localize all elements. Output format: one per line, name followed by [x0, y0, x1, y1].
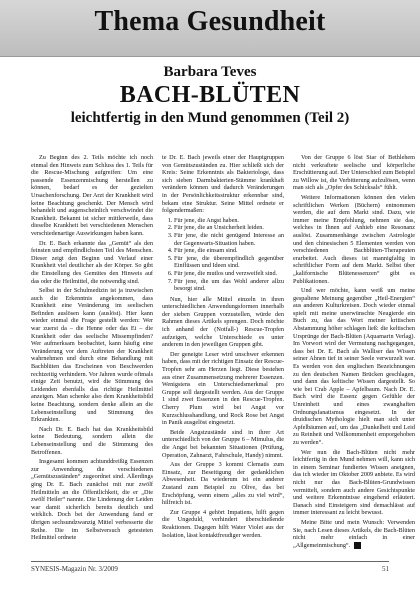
paragraph-final-text: Meine Bitte und mein Wunsch: Verwenden Sie, nach Lesen dieses Artikels, die Bach-Blüten nicht mehr einfach in einer „Allgemeinmischung“. — [293, 518, 415, 549]
header-bar — [0, 0, 420, 57]
paragraph: Selbst in der Schulmedizin ist ja inzwischen auch die Erkenntnis angekommen, dass Krankheit eine Veränderung im seelischen Befinden auslösen kann (auslöst). Hier kann wieder einmal die Frage gestellt werden: Wer war zuerst da – die Henne oder das Ei – die Krankheit oder das seelische Missempfinden? Wer aufmerksam beobachtet, kann häufig eine Veränderung vor dem Auftreten der Krankheit wahrnehmen und durch eine Behandlung mit Bachblüten das Erscheinen von Beschwerden rechtzeitig verhindern. Vor Jahren wurde oftmals einige Zeit benutzt, wird die Stimmung des Leidenden ebenfalls das richtige Heilmittel anzeigen. Man schenke also dem Krankheitsbild keine Beachtung, sondern denke allein an die Lebenseinstellung und Stimmung des Erkrankten. — [31, 287, 153, 424]
paragraph: Dr. E. Bach erkannte das „Gemüt“ als den feinsten und empfindlichsten Teil des Menschen. Dieser zeigt den Beginn und Verlauf einer Krankheit viel deutlicher als der Körper. So gibt die Einstellung des Gemütes den Hinweis auf das oder die Heilmittel, die notwendig sind. — [31, 239, 153, 285]
article-title: BACH-BLÜTEN — [119, 82, 301, 108]
paragraph-final — [293, 519, 415, 549]
list-item: 2. Für jene, die an Unsicherheit leiden. — [174, 224, 284, 232]
paragraph: Weitere Informationen können den vielen schriftlichen Werken (Büchern) entnommen werden, die auf dem Markt sind. Dazu, wie immer meine Empfehlung, nehmen sie das, welches in Ihnen auf Anhieb eine Resonanz auslöst. Zusammenhänge zwischen Astrologie und den chinesischen 5 Elementen werden von verschiedenen Bachblüten-Therapeuten erarbeitet. Auch dieses ist mannigfaltig in schriftlicher Form auf dem Markt. Selbst über „kalifornische Blütenessenzen“ gibt es Publikationen. — [293, 193, 415, 285]
list-item: 4. Für jene, die einsam sind. — [174, 247, 284, 255]
page-footer — [31, 561, 389, 574]
paragraph: Aus der Gruppe 3 kommt Clematis zum Einsatz, zur Beseitigung der gedanklichen Abwesenheit. Da wiederum ist ein anderer Zustand zum Beispiel zu Olive, das bei Erschöpfung, wenn einem „alles zu viel wird“, hilfreich ist. — [162, 461, 284, 507]
article-author: Barbara Teves — [163, 64, 257, 80]
text-column-2 — [162, 154, 284, 544]
end-of-article-mark — [354, 542, 361, 549]
paragraph: Zu Beginn des 2. Teils möchte ich noch einmal den Hinweis zum Schluss des 1. Teils für die Rescue-Mischung aufgreifen: Um eine passende Essenzenmischung herstellen zu können, bedarf es der gezielten Ursachenforschung. Der Arzt der Krankheit wird keine Beachtung geschenkt. Der Mensch wird behandelt und augenscheinlich verschwindet die Krankheit. Bekannt ist sicher mittlerweile, dass dieselbe Krankheit bei verschiedenen Menschen verschiedenartige Auswirkungen haben kann. — [31, 154, 153, 237]
paragraph: Nun, hier alle Mittel einzeln in ihren unterschiedlichen Anwendungsformen innerhalb der sieben Gruppen vorzustellen, würde den Rahmen dieses Artikels sprengen. Doch möchte ich anhand der (Notfall-) Rescue-Tropfen aufzeigen, welche Unterschiede es unter anderem in den jeweiligen Gruppen gibt. — [162, 295, 284, 349]
list-item: 5. Für jene, die überempfindlich gegenüber Einflüssen und Ideen sind. — [174, 255, 284, 270]
list-item: 1. Für jene, die Angst haben. — [174, 217, 284, 225]
paragraph: Zur Gruppe 4 gehört Impatiens, hilft gegen die Ungeduld, verhindert überschießende Reaktionen. Dagegen hilft Water Violet aus der Isolation, lässt kontaktfreudiger werden. — [162, 508, 284, 539]
paragraph: Und wer möchte, kann weiß um meine gespaltene Meinung gegenüber „Heil-Energien“ aus anderen Kulturkreisen. Doch wieder einmal spielt mit meine unerwünschte Neugierde ein Buch zu, das das Wort meiner kritischen Abstammung höher schlagen ließ: die keltischen Ursprünge der Bach-Blüten (Aquamarin Verlag). Im Vorwort wird der Vermutung nachgegangen, dass bei Dr. E. Bach als Walliser das Wissen seiner Ahnen tief in seiner Seele verwurzelt war. Es werden von den englischen Bezeichnungen zu den deutschen Namen Brücken geschlagen, und dann das keltische Wissen dargestellt. So wie bei Crab Apple – Apfelbaum. Nach Dr. E. Bach wird die Essenz gegen Gefühle der Unreinheit und eines zwanghaften Ordnungsfanatismus eingesetzt. In der druidischen Mythologie hielt man sich unter Apfelbäumen auf, um das „Dunkelheit und Leid zu Reinheit und Vollkommenheit emporgehoben zu werden“. — [293, 287, 415, 446]
article-subtitle: leichtfertig in den Mund genommen (Teil 2) — [70, 110, 350, 126]
list-item: 3. Für jene, die nicht genügend Interesse an der Gegenwarts-Situation haben. — [174, 232, 284, 247]
text-column-1 — [31, 154, 153, 544]
footer-publication: SYNESIS-Magazin Nr. 3/2009 — [31, 565, 118, 573]
paragraph: Der geneigte Leser wird unschwer erkennen haben, dass mit der richtigen Einsatz der Rescue-Tropfen sehr am Herzen liegt. Diese bestehen aus einer Zusammensetzung mehrerer Essenzen. Wenigstens ein Unterschiedsmerkmal pro Gruppe soll dargestellt werden. Aus der Gruppe 1 sind zwei Essenzen in den Rescue-Tropfen. Cherry Plum wird bei Angst vor Kurzschlusshandlung, und Rock Rose bei Angst in Panik ausgelöst eingesetzt. — [162, 350, 284, 427]
paragraph: Nach Dr. E. Bach hat das Krankheitsbild keine Bedeutung, sondern allein die Lebenseinstellung und die Stimmung des Betroffenen. — [31, 425, 153, 456]
list-item: 7. Für jene, die um das Wohl anderer allzu besorgt sind. — [174, 278, 284, 293]
paragraph: Von der Gruppe 6 löst Star of Bethlehem nicht verkraftete seelische und körperliche Erschütterung auf. Der Unterschied zum Beispiel zu Willow ist, die Verbitterung aufzulösen, wenn man sich als „Opfer des Schicksals“ fühlt. — [293, 154, 415, 192]
page-number: 51 — [382, 565, 389, 573]
paragraph: Wer nun die Bach-Blüten nicht mehr leichtfertig in den Mund nehmen will, kann sich in einem Seminar fundiertes Wissen aneignen, das ich wieder im Oktober 2009 anbiete. Es wird nicht nur das Bach-Blüten-Grundwissen vermittelt, sondern auch andere Gesichtspunkte und weitere Erkenntnisse eingehend erläutert. Danach sind Einsteigern sind demachlässt auf immer interessant zu leicht bewusst. — [293, 448, 415, 517]
paragraph: Beide Angstzustände sind in ihrer Art unterschiedlich von der Gruppe 6 – Mimulus, die die Angst bei bekannten Situationen (Prüfung, Operation, Zahnarzt, Fahrschule, Handy) nimmt. — [162, 428, 285, 459]
article-title-block — [0, 64, 420, 127]
paragraph: te Dr. E. Bach jeweils einer der Hauptgruppen von Gemütszuständen zu. Hier schließt sich der Kreis: Seine Erkenntnis als Bakteriologe, dass sich sieben Darmbakterien-Stämme krankhaft verändern können und dadurch Veränderungen in der Persönlichkeitsstruktur erkennbar sind, bekam eine Struktur. Seine Mittel ordnete er folgendermaßen: — [162, 154, 284, 215]
section-title: Thema Gesundheit — [94, 6, 326, 37]
remedy-group-list — [162, 217, 284, 293]
text-column-3 — [293, 154, 415, 549]
paragraph: Insgesamt kommen achtunddreißig Essenzen zur Anwendung, die verschiedenen „Gemütszuständen“ zugeordnet sind. Allerdings ging Dr. E. Bach zunächst mit nur zwölf Heilmitteln an die Öffentlichkeit, die er „Die zwölf Heiler“ nannte. Die Lindenung der Leiden war damit sicherlich bereits deutlich und wirklich. Doch bei der Anwendung fand er übrigen sechsundzwanzig Mittel verbesserte die Reihe. Die im Selbstversuch getesteten Heilmittel ordnete — [31, 458, 153, 542]
list-item: 6. Für jene, die mutlos und verzweifelt sind. — [174, 270, 284, 278]
